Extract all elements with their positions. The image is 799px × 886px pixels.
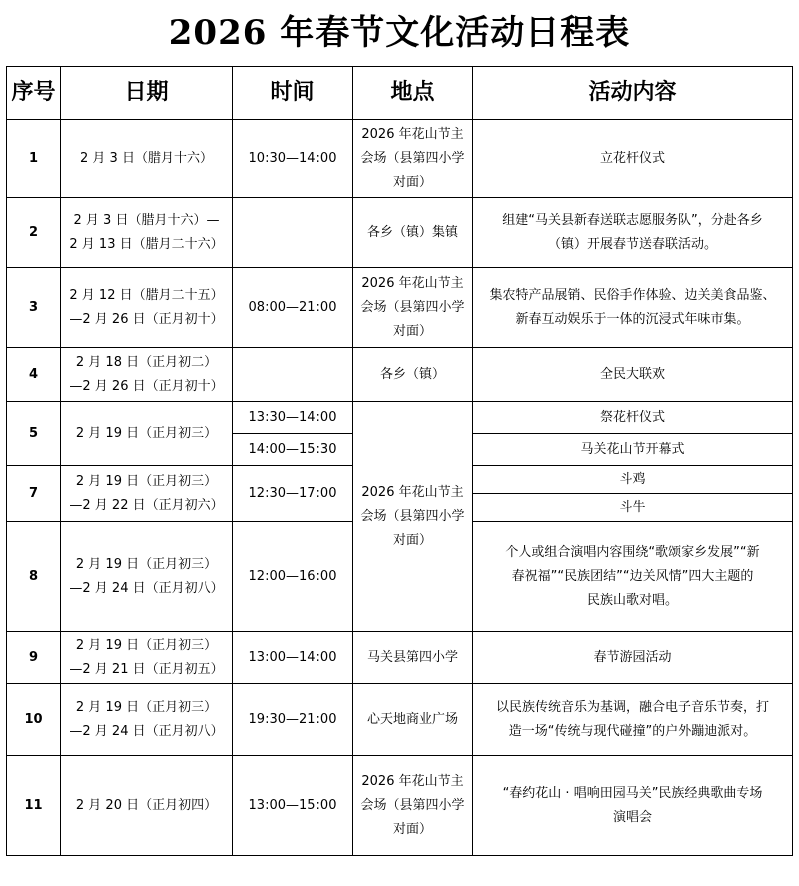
- row-number: 2: [7, 198, 61, 268]
- row-content: 个人或组合演唱内容围绕“歌颂家乡发展”“新 春祝福”“民族团结”“边关风情”四大主题的 民族山歌对唱。: [473, 522, 793, 632]
- header-venue: 地点: [353, 67, 473, 120]
- row-content: 立花杆仪式: [473, 120, 793, 198]
- row-content: 斗牛: [473, 494, 793, 522]
- table-row: [7, 348, 793, 402]
- table-row: [7, 684, 793, 756]
- row-content: 组建“马关县新春送联志愿服务队”，分赴各乡 （镇）开展春节送春联活动。: [473, 198, 793, 268]
- table-row: [7, 402, 793, 434]
- row-date: 2 月 3 日（腊月十六）: [61, 120, 233, 198]
- row-date: 2 月 20 日（正月初四）: [61, 756, 233, 856]
- row-venue: 2026 年花山节主 会场（县第四小学 对面）: [353, 120, 473, 198]
- row-content: 马关花山节开幕式: [473, 434, 793, 466]
- row-venue: 2026 年花山节主 会场（县第四小学 对面）: [353, 402, 473, 632]
- row-venue: 马关县第四小学: [353, 632, 473, 684]
- row-date: 2 月 18 日（正月初二） —2 月 26 日（正月初十）: [61, 348, 233, 402]
- row-time: 12:30—17:00: [233, 466, 353, 522]
- row-date: 2 月 19 日（正月初三） —2 月 22 日（正月初六）: [61, 466, 233, 522]
- row-time: 10:30—14:00: [233, 120, 353, 198]
- row-number: 1: [7, 120, 61, 198]
- header-time: 时间: [233, 67, 353, 120]
- row-time: [233, 348, 353, 402]
- row-venue: 各乡（镇）集镇: [353, 198, 473, 268]
- row-time: 14:00—15:30: [233, 434, 353, 466]
- row-number: 9: [7, 632, 61, 684]
- row-venue: 2026 年花山节主 会场（县第四小学 对面）: [353, 756, 473, 856]
- row-date: 2 月 3 日（腊月十六）— 2 月 13 日（腊月二十六）: [61, 198, 233, 268]
- table-row: [7, 120, 793, 198]
- page-title: 2026 年春节文化活动日程表: [168, 13, 631, 53]
- row-content: 斗鸡: [473, 466, 793, 494]
- row-venue: 2026 年花山节主 会场（县第四小学 对面）: [353, 268, 473, 348]
- table-row: [7, 632, 793, 684]
- row-number: 4: [7, 348, 61, 402]
- row-time: 13:00—14:00: [233, 632, 353, 684]
- header-content: 活动内容: [473, 67, 793, 120]
- row-date: 2 月 19 日（正月初三）: [61, 402, 233, 466]
- row-content: “春约花山 · 唱响田园马关”民族经典歌曲专场 演唱会: [473, 756, 793, 856]
- row-number: 10: [7, 684, 61, 756]
- row-time: 08:00—21:00: [233, 268, 353, 348]
- schedule-table: [6, 66, 793, 856]
- row-date: 2 月 19 日（正月初三） —2 月 24 日（正月初八）: [61, 522, 233, 632]
- header-date: 日期: [61, 67, 233, 120]
- row-content: 祭花杆仪式: [473, 402, 793, 434]
- row-time: 13:30—14:00: [233, 402, 353, 434]
- row-number: 11: [7, 756, 61, 856]
- row-content: 全民大联欢: [473, 348, 793, 402]
- row-venue: 各乡（镇）: [353, 348, 473, 402]
- row-date: 2 月 12 日（腊月二十五） —2 月 26 日（正月初十）: [61, 268, 233, 348]
- row-content: 以民族传统音乐为基调，融合电子音乐节奏，打 造一场“传统与现代碰撞”的户外蹦迪派对。: [473, 684, 793, 756]
- row-time: [233, 198, 353, 268]
- row-content: 集农特产品展销、民俗手作体验、边关美食品鉴、 新春互动娱乐于一体的沉浸式年味市集。: [473, 268, 793, 348]
- table-row: [7, 268, 793, 348]
- row-number: 5: [7, 402, 61, 466]
- row-time: 19:30—21:00: [233, 684, 353, 756]
- row-date: 2 月 19 日（正月初三） —2 月 24 日（正月初八）: [61, 684, 233, 756]
- table-header-row: [7, 67, 793, 120]
- table-row: [7, 756, 793, 856]
- row-time: 13:00—15:00: [233, 756, 353, 856]
- row-number: 7: [7, 466, 61, 522]
- row-date: 2 月 19 日（正月初三） —2 月 21 日（正月初五）: [61, 632, 233, 684]
- row-content: 春节游园活动: [473, 632, 793, 684]
- table-row: [7, 198, 793, 268]
- row-number: 8: [7, 522, 61, 632]
- row-number: 3: [7, 268, 61, 348]
- row-time: 12:00—16:00: [233, 522, 353, 632]
- row-venue: 心天地商业广场: [353, 684, 473, 756]
- header-no: 序号: [7, 67, 61, 120]
